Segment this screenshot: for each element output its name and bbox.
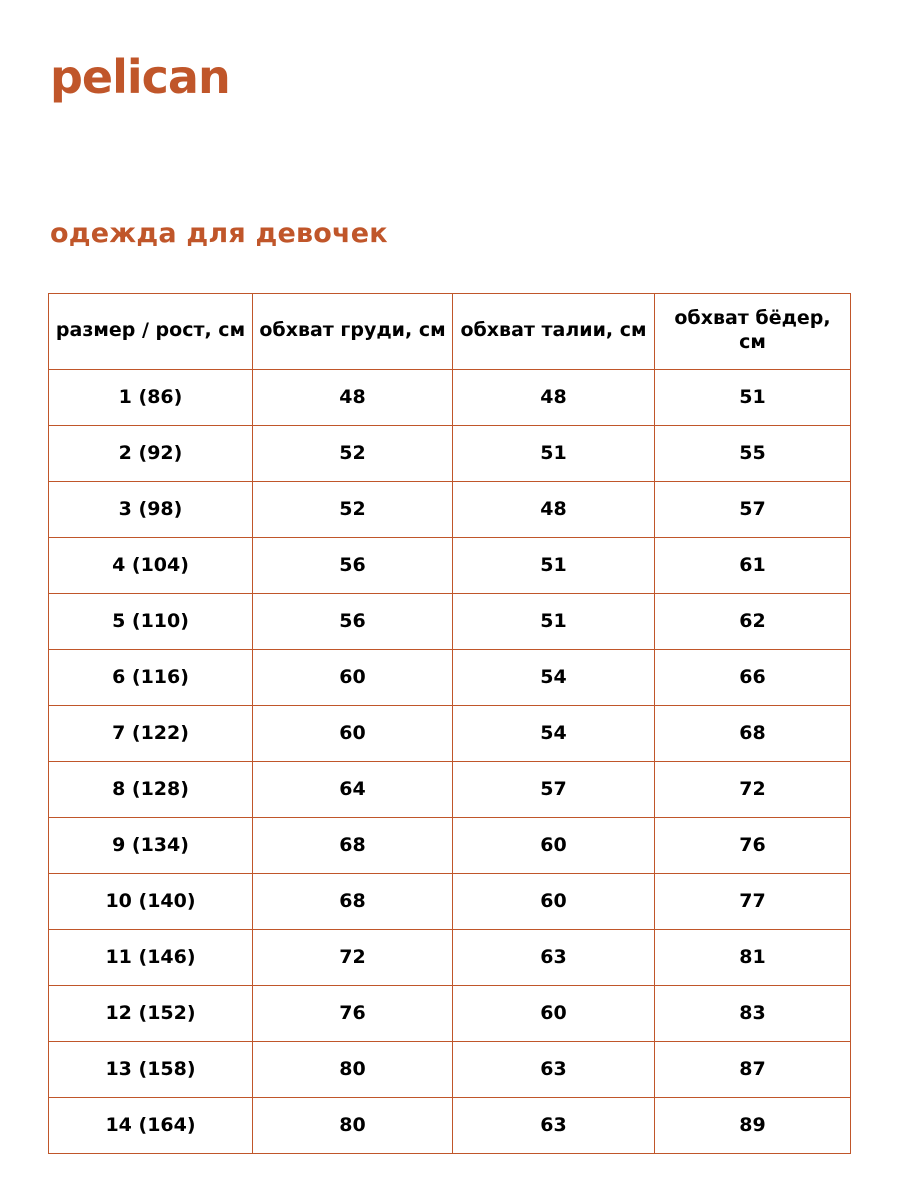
cell-chest: 80	[253, 1041, 453, 1097]
table-row	[49, 593, 851, 649]
table-row	[49, 985, 851, 1041]
cell-size: 8 (128)	[49, 761, 253, 817]
cell-size: 5 (110)	[49, 593, 253, 649]
cell-size: 11 (146)	[49, 929, 253, 985]
cell-chest: 64	[253, 761, 453, 817]
cell-waist: 60	[453, 817, 655, 873]
cell-chest: 76	[253, 985, 453, 1041]
cell-chest: 52	[253, 481, 453, 537]
cell-hips: 81	[655, 929, 851, 985]
table-header	[49, 294, 851, 370]
cell-size: 6 (116)	[49, 649, 253, 705]
cell-waist: 51	[453, 593, 655, 649]
cell-size: 1 (86)	[49, 369, 253, 425]
cell-waist: 48	[453, 481, 655, 537]
cell-hips: 76	[655, 817, 851, 873]
table-row	[49, 873, 851, 929]
table-header-row	[49, 294, 851, 370]
cell-waist: 48	[453, 369, 655, 425]
cell-chest: 68	[253, 817, 453, 873]
column-header-hips: обхват бёдер, см	[655, 294, 851, 370]
cell-waist: 54	[453, 705, 655, 761]
cell-size: 13 (158)	[49, 1041, 253, 1097]
cell-hips: 57	[655, 481, 851, 537]
cell-waist: 63	[453, 1097, 655, 1153]
table-row	[49, 369, 851, 425]
cell-waist: 57	[453, 761, 655, 817]
cell-hips: 62	[655, 593, 851, 649]
cell-chest: 80	[253, 1097, 453, 1153]
cell-hips: 89	[655, 1097, 851, 1153]
cell-chest: 72	[253, 929, 453, 985]
cell-size: 10 (140)	[49, 873, 253, 929]
cell-hips: 83	[655, 985, 851, 1041]
cell-chest: 52	[253, 425, 453, 481]
table-row	[49, 929, 851, 985]
cell-size: 9 (134)	[49, 817, 253, 873]
table-row	[49, 425, 851, 481]
cell-size: 2 (92)	[49, 425, 253, 481]
column-header-chest: обхват груди, см	[253, 294, 453, 370]
cell-waist: 63	[453, 929, 655, 985]
cell-waist: 51	[453, 537, 655, 593]
table-row	[49, 705, 851, 761]
table-row	[49, 537, 851, 593]
table-body	[49, 369, 851, 1153]
cell-size: 7 (122)	[49, 705, 253, 761]
cell-hips: 72	[655, 761, 851, 817]
cell-size: 4 (104)	[49, 537, 253, 593]
cell-chest: 56	[253, 593, 453, 649]
cell-hips: 66	[655, 649, 851, 705]
cell-waist: 54	[453, 649, 655, 705]
column-header-waist: обхват талии, см	[453, 294, 655, 370]
cell-chest: 56	[253, 537, 453, 593]
cell-hips: 68	[655, 705, 851, 761]
column-header-size: размер / рост, см	[49, 294, 253, 370]
cell-hips: 61	[655, 537, 851, 593]
cell-hips: 51	[655, 369, 851, 425]
table-row	[49, 649, 851, 705]
table-row	[49, 761, 851, 817]
table-row	[49, 481, 851, 537]
cell-size: 3 (98)	[49, 481, 253, 537]
cell-hips: 55	[655, 425, 851, 481]
cell-waist: 51	[453, 425, 655, 481]
size-table	[48, 293, 851, 1154]
cell-hips: 87	[655, 1041, 851, 1097]
page-title: одежда для девочек	[50, 218, 388, 249]
table-row	[49, 1041, 851, 1097]
table-row	[49, 817, 851, 873]
brand-logo: pelican	[50, 50, 230, 104]
cell-chest: 60	[253, 705, 453, 761]
cell-size: 12 (152)	[49, 985, 253, 1041]
cell-waist: 60	[453, 873, 655, 929]
cell-waist: 63	[453, 1041, 655, 1097]
cell-chest: 68	[253, 873, 453, 929]
cell-chest: 48	[253, 369, 453, 425]
cell-chest: 60	[253, 649, 453, 705]
cell-size: 14 (164)	[49, 1097, 253, 1153]
table-row	[49, 1097, 851, 1153]
cell-hips: 77	[655, 873, 851, 929]
cell-waist: 60	[453, 985, 655, 1041]
